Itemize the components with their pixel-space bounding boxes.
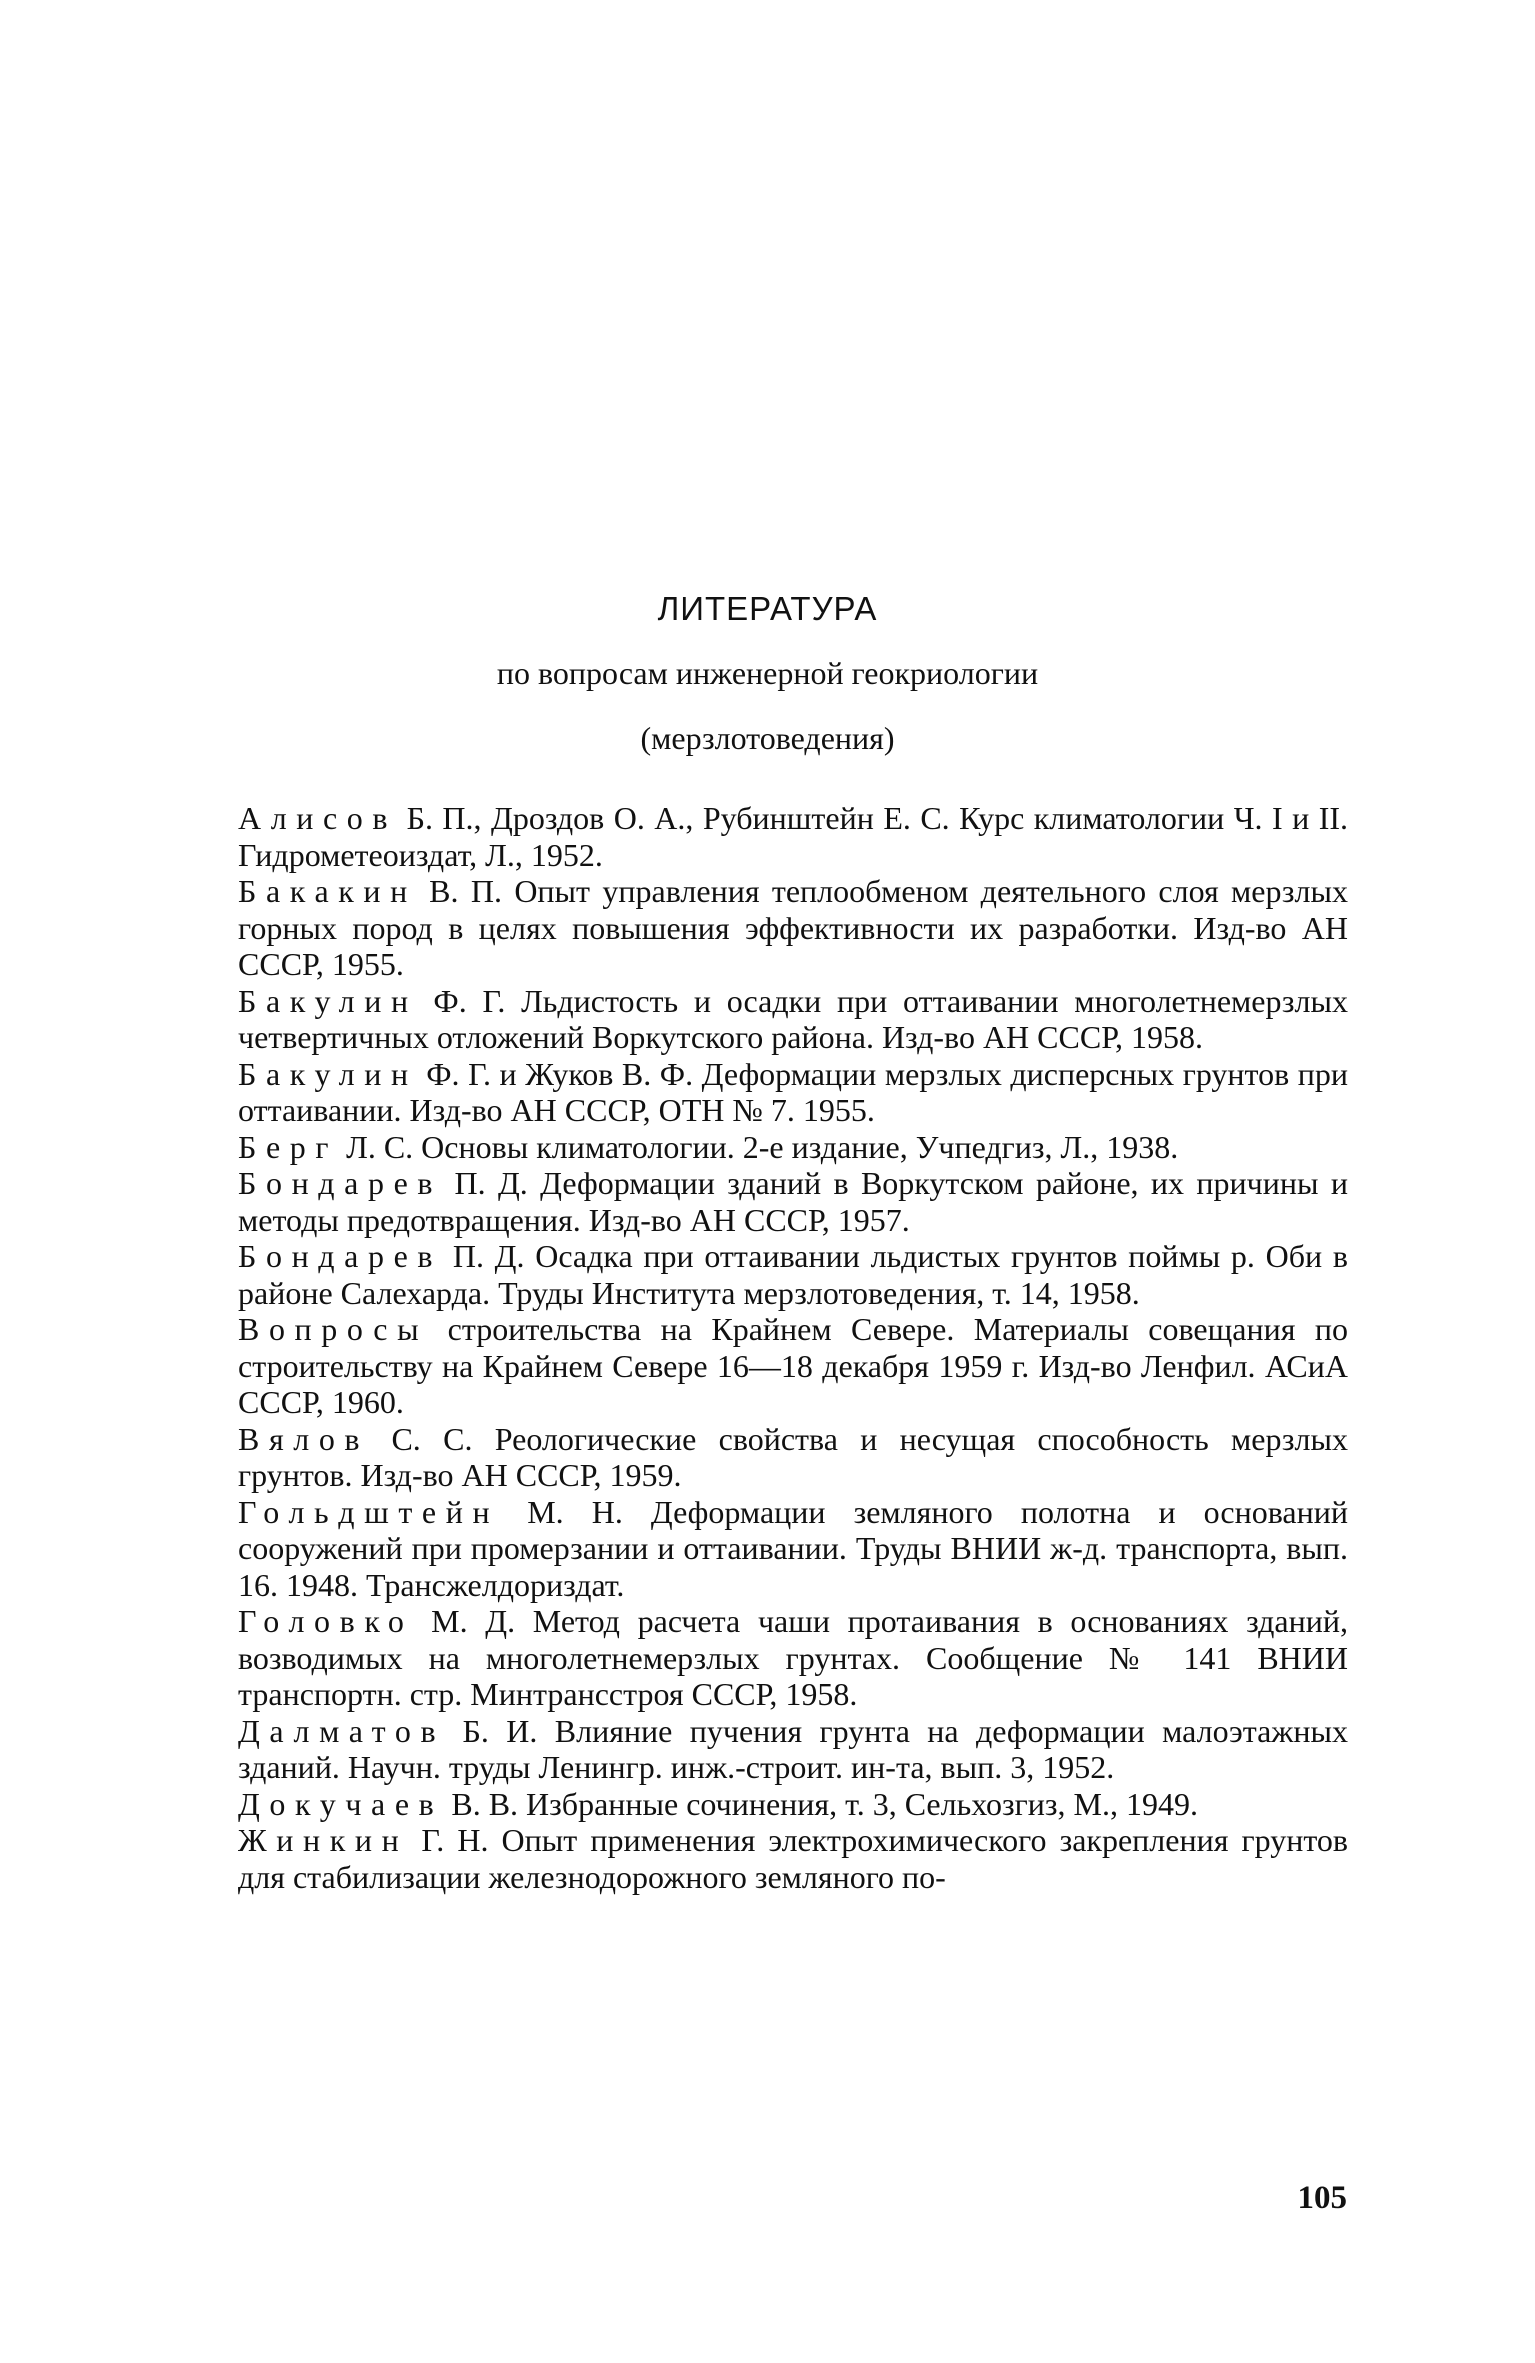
reference-text: Б. И. Влияние пучения грунта на деформации малоэтажных зданий. Научн. труды Ленингр. инж.-строит. ин-та, вып. 3, 1952. (238, 1712, 1348, 1785)
reference-entry (238, 1713, 1348, 1786)
reference-text: М. Н. Деформации земляного полотна и оснований сооружений при промерзании и оттаивании. Труды ВНИИ ж-д. транспорта, вып. 16. 1948. Трансжелдориздат. (238, 1493, 1348, 1603)
reference-author: Гольдштейн (238, 1493, 500, 1530)
reference-entry (238, 1603, 1348, 1713)
reference-list (238, 800, 1348, 1895)
reference-author: Берг (238, 1128, 339, 1165)
reference-text: П. Д. Осадка при оттаивании льдистых грунтов поймы р. Оби в районе Салехарда. Труды Института мерзлотоведения, т. 14, 1958. (238, 1238, 1348, 1311)
reference-author: Алисов (238, 800, 398, 836)
reference-text: Г. Н. Опыт применения электрохимического закрепления грунтов для стабилизации железнодорожного земляного по- (238, 1822, 1348, 1895)
reference-entry (238, 983, 1348, 1056)
reference-author: Бакулин (238, 1055, 418, 1092)
reference-author: Головко (238, 1603, 414, 1639)
reference-author: Бондарев (238, 1165, 443, 1201)
reference-text: Ф. Г. Льдистость и осадки при оттаивании многолетнемерзлых четвертичных отложений Воркутского района. Изд-во АН СССР, 1958. (238, 982, 1348, 1055)
reference-entry (238, 1494, 1348, 1604)
reference-entry (238, 1421, 1348, 1494)
reference-author: Вопросы (238, 1311, 429, 1347)
reference-text: В. П. Опыт управления теплообменом деятельного слоя мерзлых горных пород в целях повышения эффективности их разработки. Изд-во АН СССР, 1955. (238, 873, 1348, 982)
reference-entry (238, 1238, 1348, 1311)
page-subtitle-2: (мерзлотоведения) (640, 720, 895, 756)
reference-entry (238, 800, 1348, 873)
reference-author: Бондарев (238, 1238, 443, 1274)
page-number: 105 (1297, 2180, 1347, 2216)
reference-entry (238, 1822, 1348, 1895)
reference-text: М. Д. Метод расчета чаши протаивания в основаниях зданий, возводимых на многолетнемерзлых грунтах. Сообщение № 141 ВНИИ транспортн. стр. Минтрансстроя СССР, 1958. (238, 1603, 1348, 1712)
reference-entry (238, 873, 1348, 983)
reference-text: С. С. Реологические свойства и несущая способность мерзлых грунтов. Изд-во АН СССР, 1959. (238, 1420, 1348, 1493)
reference-entry (238, 1311, 1348, 1421)
reference-entry (238, 1786, 1348, 1823)
reference-author: Далматов (238, 1712, 446, 1749)
reference-text: Б. П., Дроздов О. А., Рубинштейн Е. С. Курс климатологии Ч. I и II. Гидрометеоиздат, Л., 1952. (238, 800, 1348, 873)
reference-author: Жинкин (238, 1822, 409, 1858)
reference-text: Л. С. Основы климатологии. 2-е издание, Учпедгиз, Л., 1938. (338, 1128, 1179, 1165)
reference-author: Бакакин (238, 873, 417, 909)
reference-author: Бакулин (238, 982, 418, 1019)
reference-entry (238, 1129, 1348, 1166)
reference-text: В. В. Избранные сочинения, т. 3, Сельхозгиз, М., 1949. (443, 1785, 1198, 1822)
reference-entry (238, 1165, 1348, 1238)
reference-text: П. Д. Деформации зданий в Воркутском районе, их причины и методы предотвращения. Изд-во АН СССР, 1957. (238, 1165, 1348, 1238)
page-title: ЛИТЕРАТУРА (657, 590, 878, 627)
reference-entry (238, 1056, 1348, 1129)
reference-text: Ф. Г. и Жуков В. Ф. Деформации мерзлых дисперсных грунтов при оттаивании. Изд-во АН СССР, ОТН № 7. 1955. (238, 1055, 1348, 1128)
reference-author: Докучаев (238, 1785, 444, 1822)
reference-text: строительства на Крайнем Севере. Материалы совещания по строительству на Крайнем Севере 16—18 декабря 1959 г. Изд-во Ленфил. АСиА СССР, 1960. (238, 1311, 1348, 1420)
page-subtitle: по вопросам инженерной геокриологии (496, 655, 1039, 691)
reference-author: Вялов (238, 1420, 370, 1457)
